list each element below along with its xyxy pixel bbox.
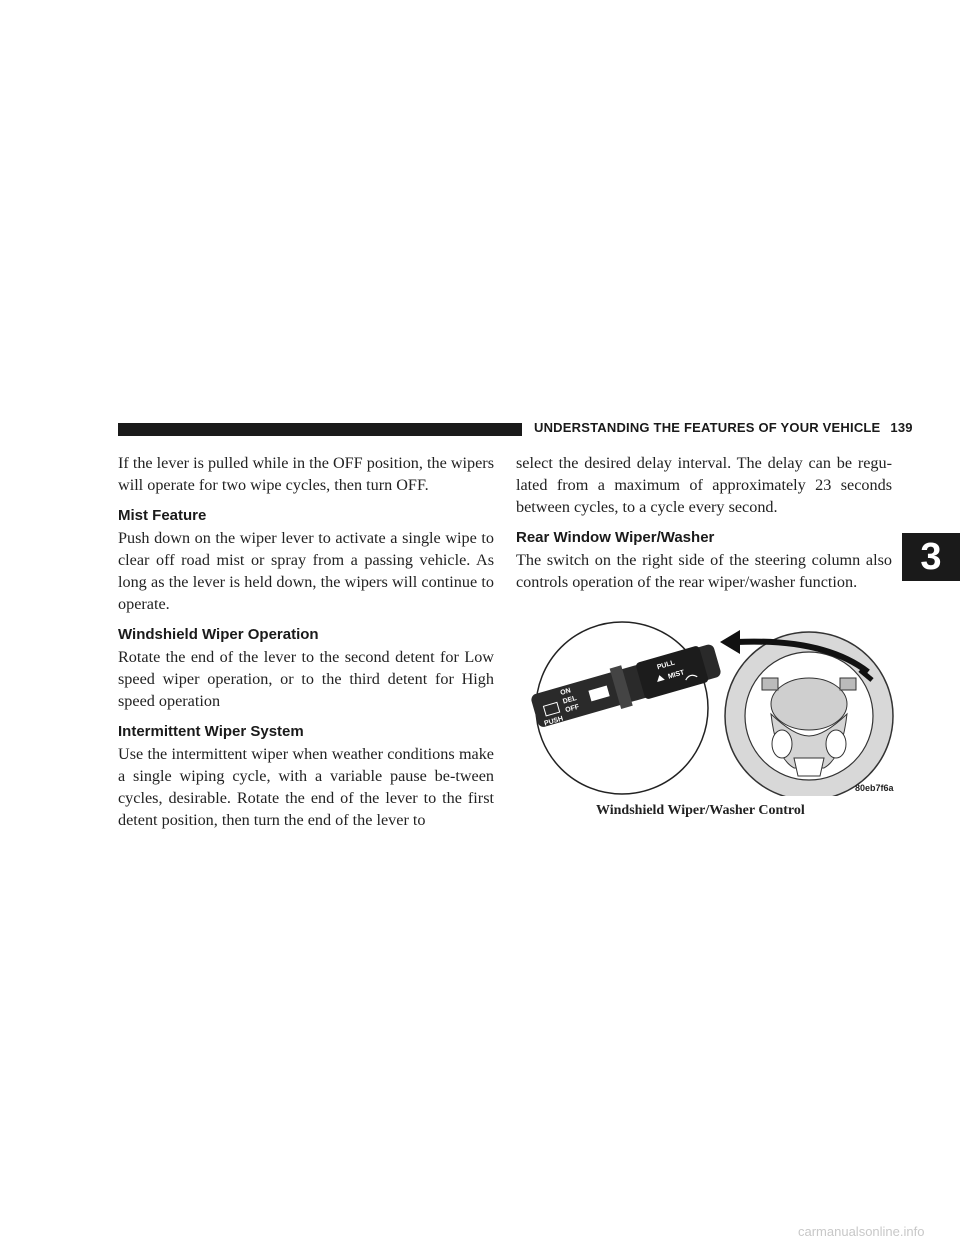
intermittent-wiper-heading: Intermittent Wiper System [118, 723, 304, 740]
windshield-wiper-heading: Windshield Wiper Operation [118, 626, 319, 643]
steering-wheel [725, 632, 893, 796]
chapter-tab: 3 [902, 533, 960, 581]
rear-wiper-heading: Rear Window Wiper/Washer [516, 529, 715, 546]
header-rule [118, 423, 522, 436]
intermittent-wiper-text: Use the intermittent wiper when weather conditions make a single wiping cycle, with a variable pause be-tween cycles, desirable. Rotate the end of the lever to the first detent position, then turn the end of the lever to [118, 745, 494, 829]
lever-label-push: PUSH [543, 715, 565, 728]
watermark: carmanualsonline.info [798, 1224, 925, 1239]
lever-label-del: DEL [562, 694, 578, 706]
rear-wiper-text: The switch on the right side of the steering column also controls operation of the rear wiper/washer function. [516, 551, 892, 591]
right-column [516, 452, 892, 593]
windshield-wiper-text: Rotate the end of the lever to the second detent for Low speed wiper operation, or to the third detent for High speed operation [118, 648, 494, 710]
delay-continued-text: select the desired delay interval. The delay can be regu-lated from a maximum of approximately 23 seconds between cycles, to a cycle every second. [516, 454, 892, 516]
mist-feature-text: Push down on the wiper lever to activate a single wipe to clear off road mist or spray from a passing vehicle. As long as the lever is held down, the wipers will continue to operate. [118, 529, 494, 613]
intro-paragraph: If the lever is pulled while in the OFF position, the wipers will operate for two wipe cycles, then turn OFF. [118, 454, 494, 494]
left-column [118, 452, 494, 831]
lever-label-mist: MIST [667, 669, 686, 681]
figure-caption: Windshield Wiper/Washer Control [596, 803, 805, 818]
wiper-control-illustration [524, 618, 900, 796]
mist-feature-heading: Mist Feature [118, 507, 207, 524]
page-number: 139 [890, 420, 913, 435]
lever-label-off: OFF [564, 703, 580, 715]
running-header [534, 420, 913, 435]
lever-label-on: ON [559, 687, 572, 697]
figure-code: 80eb7f6a [855, 783, 894, 793]
lever-label-pull: PULL [656, 659, 676, 672]
section-title: UNDERSTANDING THE FEATURES OF YOUR VEHICLE [534, 420, 881, 435]
